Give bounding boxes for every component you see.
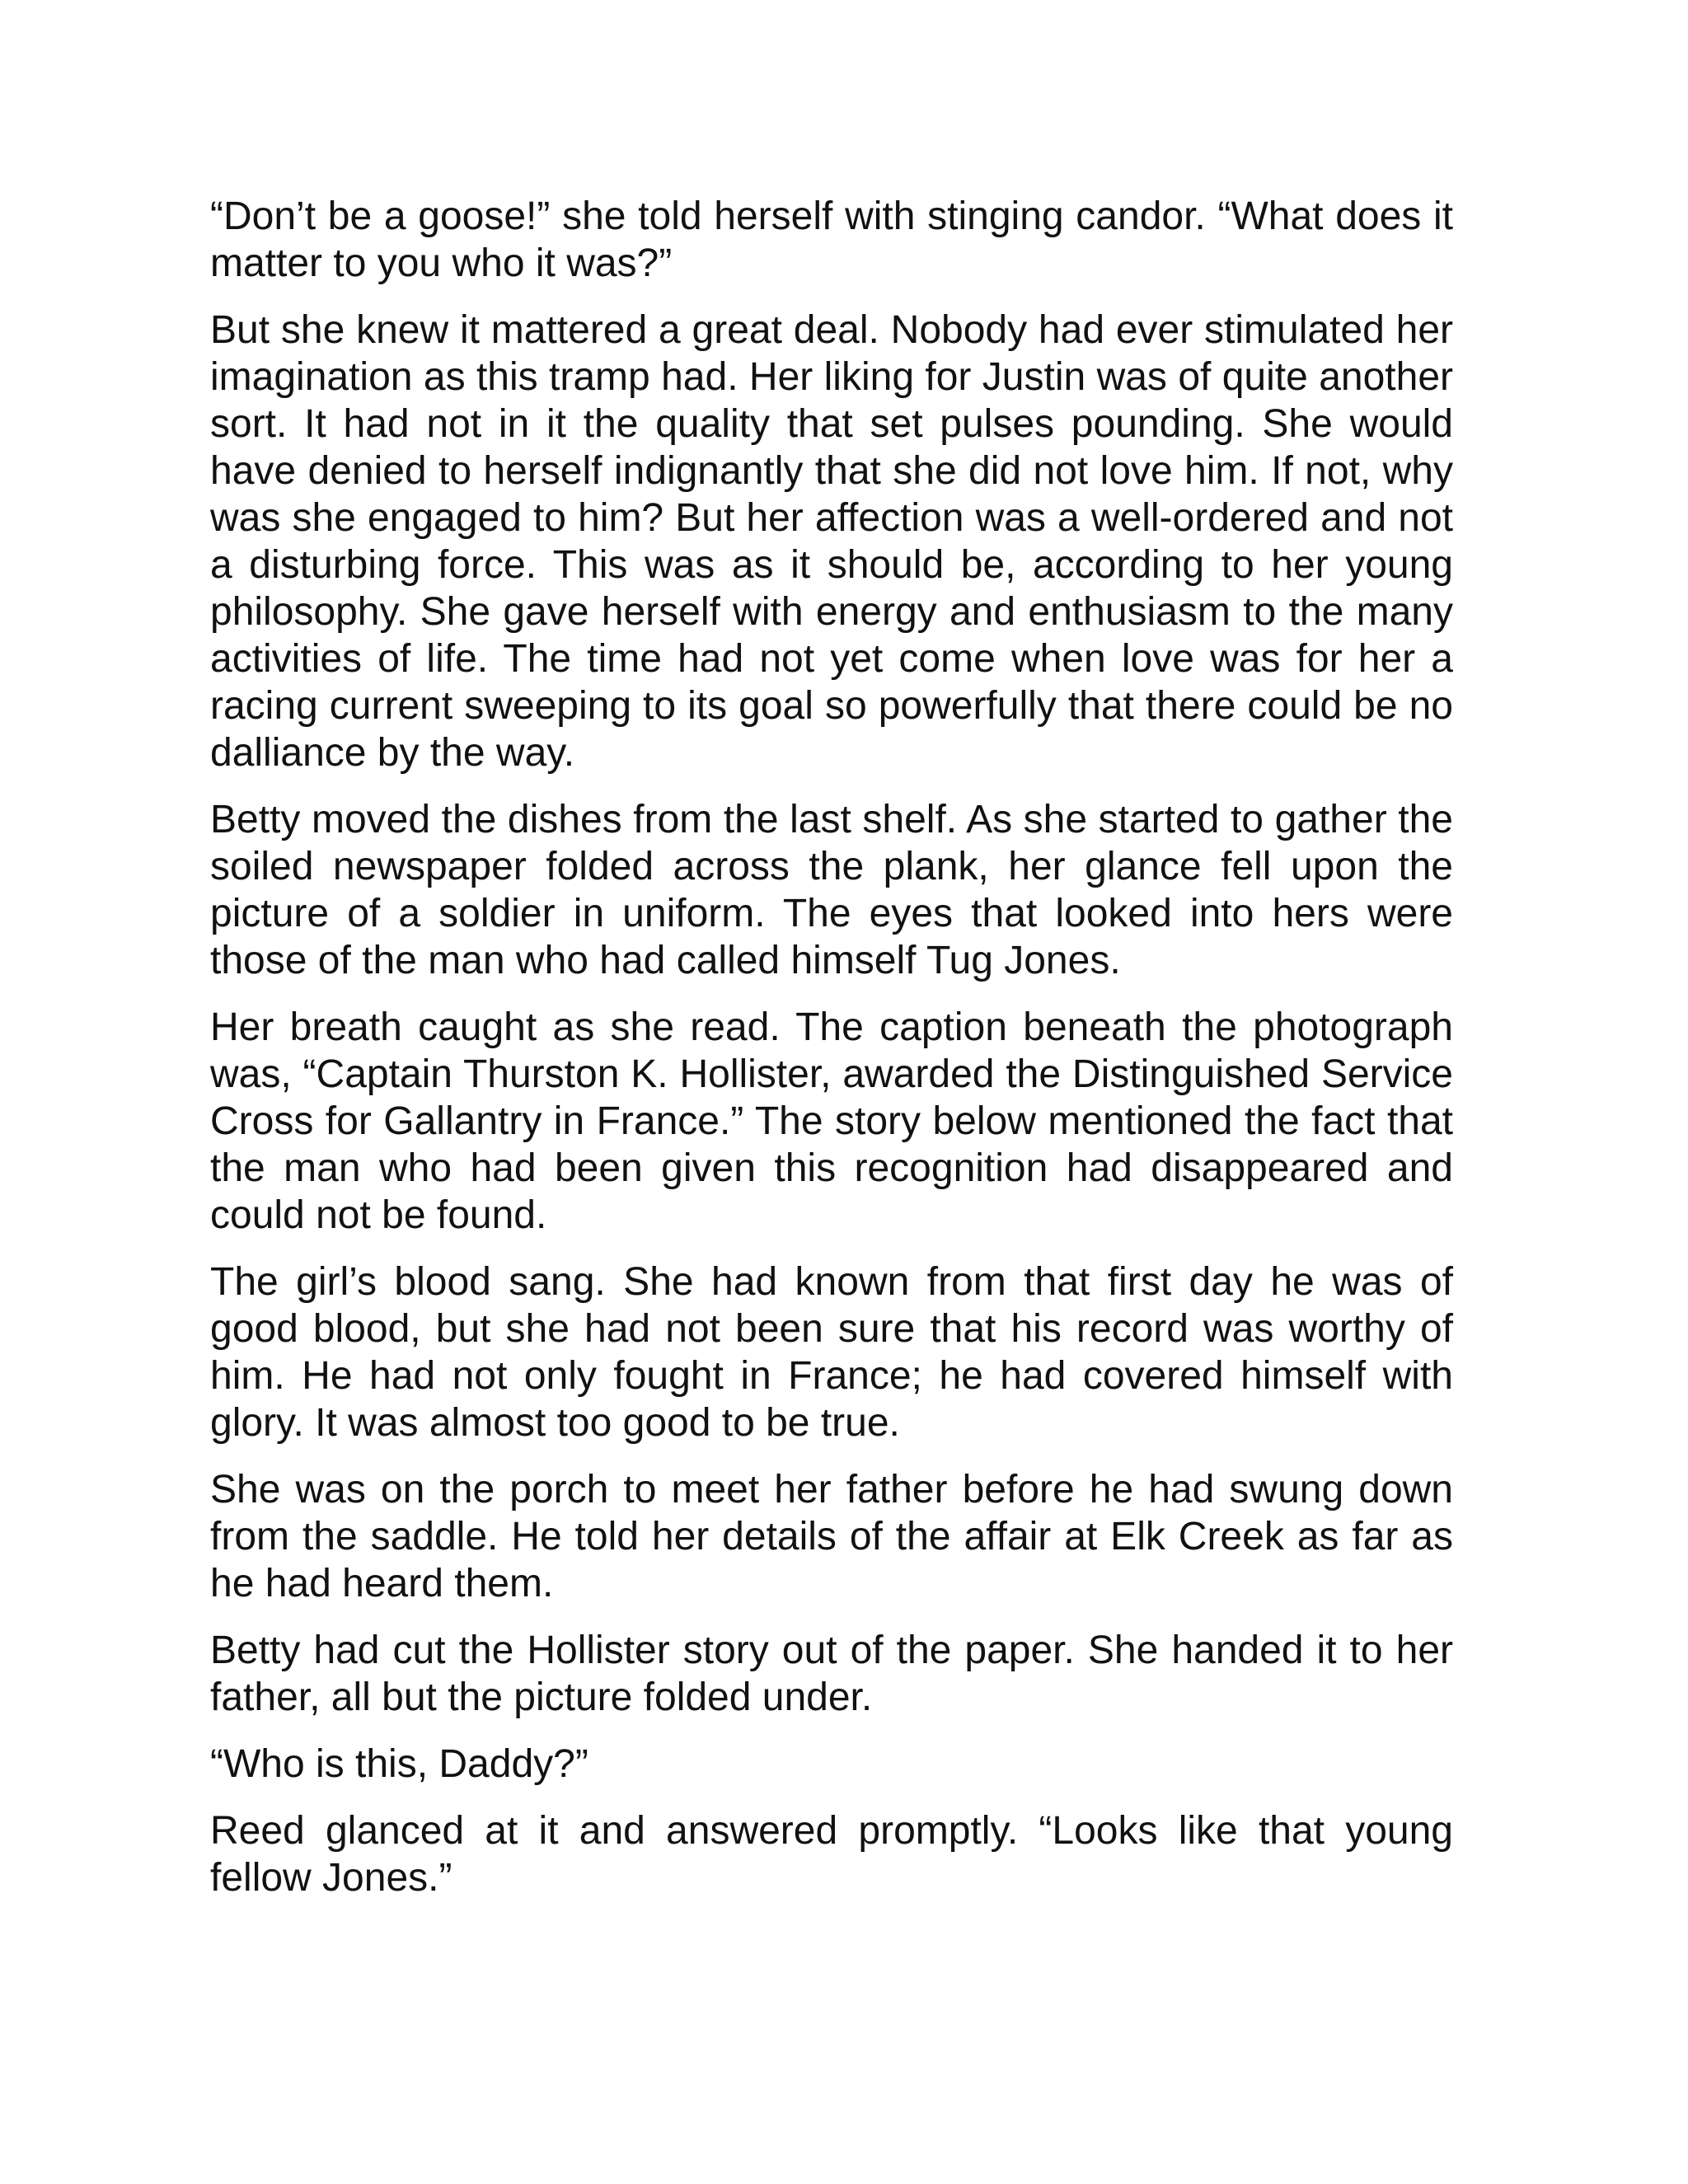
paragraph: Her breath caught as she read. The caption beneath the photograph was, “Captain Thurston K. Hollister, awarded the Distinguished Service Cross for Gallantry in France.” The story below mentioned the fact that the man who had been given this recognition had disappeared and could not be found. <box>210 1005 1453 1237</box>
paragraph: “Who is this, Daddy?” <box>210 1742 588 1786</box>
paragraph: But she knew it mattered a great deal. Nobody had ever stimulated her imagination as this tramp had. Her liking for Justin was of quite another sort. It had not in it the quality that set pulses pounding. She would have denied to herself indignantly that she did not love him. If not, why was she engaged to him? But her affection was a well-ordered and not a disturbing force. This was as it should be, according to her young philosophy. She gave herself with energy and enthusiasm to the many activities of life. The time had not yet come when love was for her a racing current sweeping to its goal so powerfully that there could be no dalliance by the way. <box>210 308 1453 775</box>
paragraph: The girl’s blood sang. She had known from that first day he was of good blood, but she had not been sure that his record was worthy of him. He had not only fought in France; he had covered himself with glory. It was almost too good to be true. <box>210 1260 1453 1445</box>
paragraph: She was on the porch to meet her father before he had swung down from the saddle. He told her details of the affair at Elk Creek as far as he had heard them. <box>210 1468 1453 1605</box>
text-column <box>210 193 1453 1921</box>
paragraph: Betty had cut the Hollister story out of the paper. She handed it to her father, all but the picture folded under. <box>210 1629 1453 1719</box>
paragraph: Betty moved the dishes from the last shelf. As she started to gather the soiled newspaper folded across the plank, her glance fell upon the picture of a soldier in uniform. The eyes that looked into hers were those of the man who had called himself Tug Jones. <box>210 798 1453 982</box>
paragraph: “Don’t be a goose!” she told herself with stinging candor. “What does it matter to you who it was?” <box>210 194 1453 285</box>
paragraph: Reed glanced at it and answered promptly. “Looks like that young fellow Jones.” <box>210 1809 1453 1900</box>
